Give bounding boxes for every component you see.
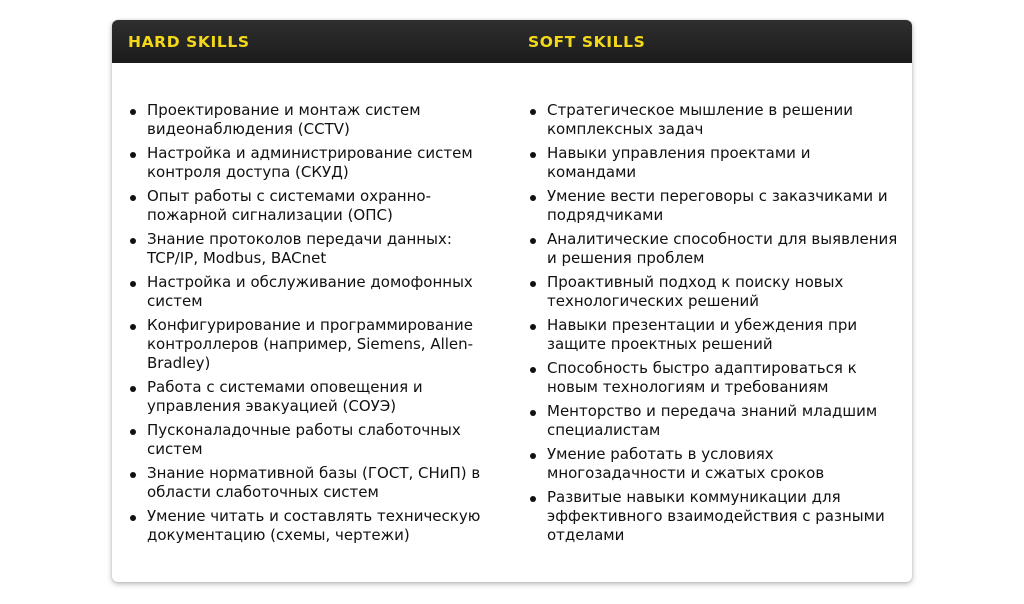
soft-skill-item: Менторство и передача знаний младшим специалистам	[547, 402, 912, 440]
soft-skill-item: Развитые навыки коммуникации для эффективного взаимодействия с разными отделами	[547, 488, 912, 545]
hard-skills-column	[112, 63, 512, 582]
hard-skill-item: Знание нормативной базы (ГОСТ, СНиП) в области слаботочных систем	[147, 464, 512, 502]
soft-skill-item: Стратегическое мышление в решении комплексных задач	[547, 101, 912, 139]
soft-skill-item: Способность быстро адаптироваться к новым технологиям и требованиям	[547, 359, 912, 397]
skills-header	[112, 20, 912, 63]
hard-skills-title: HARD SKILLS	[128, 32, 250, 51]
soft-skill-item: Аналитические способности для выявления и решения проблем	[547, 230, 912, 268]
hard-skill-item: Работа с системами оповещения и управления эвакуацией (СОУЭ)	[147, 378, 512, 416]
skills-body	[112, 63, 912, 582]
hard-skill-item: Настройка и администрирование систем контроля доступа (СКУД)	[147, 144, 512, 182]
hard-skill-item: Проектирование и монтаж систем видеонаблюдения (CCTV)	[147, 101, 512, 139]
hard-skill-item: Пусконаладочные работы слаботочных систем	[147, 421, 512, 459]
hard-skills-list	[112, 101, 512, 545]
hard-skill-item: Настройка и обслуживание домофонных систем	[147, 273, 512, 311]
hard-skill-item: Конфигурирование и программирование контроллеров (например, Siemens, Allen-Bradley)	[147, 316, 512, 373]
soft-skill-item: Навыки управления проектами и командами	[547, 144, 912, 182]
soft-skill-item: Навыки презентации и убеждения при защите проектных решений	[547, 316, 912, 354]
soft-skill-item: Умение работать в условиях многозадачности и сжатых сроков	[547, 445, 912, 483]
soft-skills-column	[512, 63, 912, 582]
soft-skill-item: Умение вести переговоры с заказчиками и подрядчиками	[547, 187, 912, 225]
soft-skill-item: Проактивный подход к поиску новых технологических решений	[547, 273, 912, 311]
skills-card	[112, 20, 912, 582]
hard-skill-item: Опыт работы с системами охранно-пожарной сигнализации (ОПС)	[147, 187, 512, 225]
hard-skill-item: Знание протоколов передачи данных: TCP/IP, Modbus, BACnet	[147, 230, 512, 268]
hard-skill-item: Умение читать и составлять техническую документацию (схемы, чертежи)	[147, 507, 512, 545]
soft-skills-list	[512, 101, 912, 545]
soft-skills-title: SOFT SKILLS	[528, 32, 646, 51]
